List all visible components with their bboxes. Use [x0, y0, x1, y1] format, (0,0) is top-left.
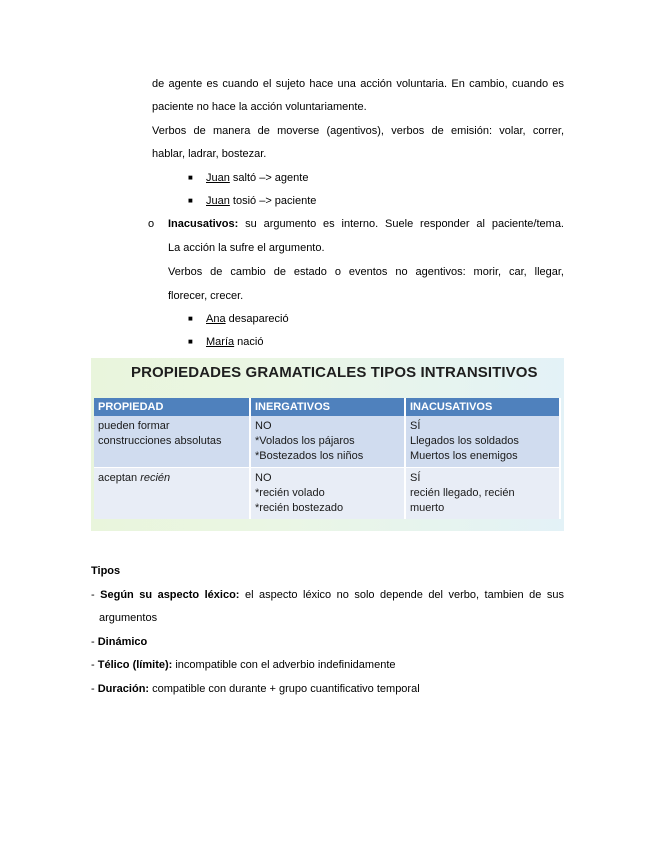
- table-cell: [94, 416, 250, 468]
- tipos-item: [91, 682, 420, 696]
- tipos-term: Télico (límite):: [97, 659, 173, 671]
- cell-line: [98, 471, 245, 486]
- tipos-dash: -: [91, 659, 98, 671]
- tipos-term: Duración:: [97, 683, 150, 695]
- properties-table-image: [91, 358, 564, 531]
- paragraph-line: Verbos de manera de moverse (agentivos), verbos de emisión: volar, correr,: [152, 125, 564, 137]
- cell-line: Muertos los enemigos: [410, 450, 518, 462]
- tipos-text: compatible con durante + grupo cuantificativo temporal: [149, 683, 420, 695]
- example-subject: Ana: [206, 313, 226, 325]
- example-rest: saltó –> agente: [229, 172, 309, 184]
- example-rest: desapareció: [225, 313, 289, 325]
- tipos-heading: Tipos: [91, 565, 121, 577]
- table-row: [94, 416, 560, 468]
- paragraph-line: paciente no hace la acción voluntariamente.: [152, 101, 367, 113]
- example-subject: Juan: [206, 172, 230, 184]
- cell-line: construcciones absolutas: [98, 435, 222, 447]
- example-subject: María: [206, 336, 235, 348]
- inacusativos-line: La acción la sufre el argumento.: [168, 242, 325, 254]
- tipos-text: incompatible con el adverbio indefinidamente: [172, 659, 396, 671]
- example-item: [206, 171, 308, 185]
- bullet-square-icon: ■: [188, 314, 193, 323]
- cell-prefix: aceptan: [98, 472, 141, 484]
- cell-line: *recién bostezado: [255, 502, 344, 514]
- example-item: [206, 335, 263, 349]
- inacusativos-line: Verbos de cambio de estado o eventos no agentivos: morir, car, llegar,: [168, 266, 564, 278]
- table-row: [94, 468, 560, 520]
- bullet-square-icon: ■: [188, 173, 193, 182]
- inacusativos-line: florecer, crecer.: [168, 290, 244, 302]
- bullet-square-icon: ■: [188, 337, 193, 346]
- tipos-dash: -: [91, 589, 101, 601]
- cell-line: *Bostezados los niños: [255, 450, 364, 462]
- tipos-item: [91, 588, 564, 602]
- tipos-text: el aspecto léxico no solo depende del verbo, tambien de sus: [239, 589, 564, 601]
- table-cell: [250, 468, 405, 520]
- example-rest: tosió –> paciente: [229, 195, 317, 207]
- cell-italic: recién: [140, 472, 171, 484]
- cell-line: pueden formar: [98, 420, 170, 432]
- table-header-row: [94, 398, 560, 416]
- cell-line: recién llegado, recién: [410, 487, 515, 499]
- inacusativos-line: [168, 217, 564, 231]
- header-inacusativos: INACUSATIVOS: [405, 398, 560, 416]
- paragraph-line: de agente es cuando el sujeto hace una acción voluntaria. En cambio, cuando es: [152, 78, 564, 90]
- cell-line: Llegados los soldados: [410, 435, 519, 447]
- header-inergativos: INERGATIVOS: [250, 398, 405, 416]
- tipos-dash: -: [91, 636, 98, 648]
- tipos-item: [91, 635, 147, 649]
- bullet-circle-icon: o: [148, 218, 155, 230]
- cell-line: NO: [255, 472, 272, 484]
- inacusativos-term: Inacusativos:: [168, 218, 239, 230]
- example-item: [206, 194, 316, 208]
- header-propiedad: PROPIEDAD: [94, 398, 250, 416]
- cell-line: SÍ: [410, 472, 421, 484]
- cell-line: *Volados los pájaros: [255, 435, 355, 447]
- cell-line: *recién volado: [255, 487, 325, 499]
- tipos-item: [91, 658, 396, 672]
- example-item: [206, 312, 289, 326]
- table-cell: [94, 468, 250, 520]
- table-cell: [405, 468, 560, 520]
- tipos-term: Dinámico: [97, 636, 148, 648]
- tipos-dash: -: [91, 683, 98, 695]
- cell-line: SÍ: [410, 420, 421, 432]
- bullet-square-icon: ■: [188, 196, 193, 205]
- table-cell: [250, 416, 405, 468]
- table-title: PROPIEDADES GRAMATICALES TIPOS INTRANSITIVOS: [131, 364, 538, 381]
- example-subject: Juan: [206, 195, 230, 207]
- properties-table: [94, 398, 561, 519]
- cell-line: muerto: [410, 502, 445, 514]
- inacusativos-text: su argumento es interno. Suele responder al paciente/tema.: [238, 218, 564, 230]
- tipos-term: Según su aspecto léxico:: [100, 589, 240, 601]
- table-cell: [405, 416, 560, 468]
- example-rest: nació: [234, 336, 264, 348]
- paragraph-line: hablar, ladrar, bostezar.: [152, 148, 267, 160]
- tipos-item-cont: argumentos: [99, 612, 158, 624]
- cell-line: NO: [255, 420, 272, 432]
